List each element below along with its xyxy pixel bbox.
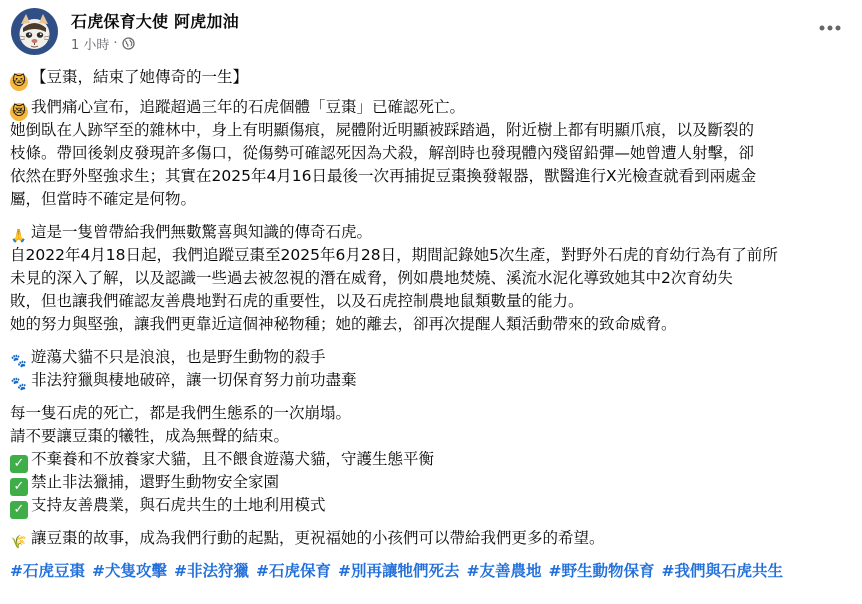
post-title: 【豆棗，結束了她傳奇的一生】 bbox=[31, 68, 249, 86]
paragraph-line: 枝條。帶回後剝皮發現許多傷口，從傷勢可確認死因為犬殺，解剖時也發現體內殘留鉛彈—她曾遭人射擊，卻 bbox=[10, 144, 755, 162]
list-item-text: 支持友善農業，與石虎共生的土地利用模式 bbox=[31, 496, 326, 514]
paragraph-line bbox=[10, 221, 852, 244]
hashtag-link[interactable]: #友善農地 bbox=[466, 562, 542, 580]
post-title-line bbox=[10, 66, 852, 89]
post-author-name[interactable]: 石虎保育大使 阿虎加油 bbox=[71, 12, 239, 31]
paragraph-line: 請不要讓豆棗的犧牲，成為無聲的結束。 bbox=[10, 427, 290, 445]
folded-hands-icon: 🙏 bbox=[10, 229, 28, 244]
list-item-text: 禁止非法獵捕，還野生動物安全家園 bbox=[31, 473, 280, 491]
check-mark-icon: ✓ bbox=[10, 478, 28, 496]
check-mark-icon: ✓ bbox=[10, 455, 28, 473]
list-item-text: 非法狩獵與棲地破碎，讓一切保育努力前功盡棄 bbox=[31, 371, 357, 389]
globe-icon bbox=[122, 37, 135, 50]
paragraph-line: 她的努力與堅強，讓我們更靠近這個神秘物種；她的離去，卻再次提醒人類活動帶來的致命威脅。 bbox=[10, 315, 677, 333]
hashtag-link[interactable]: #石虎保育 bbox=[256, 562, 331, 580]
hashtag-row bbox=[10, 560, 852, 583]
paragraph-text: 我們痛心宣布，追蹤超過三年的石虎個體「豆棗」已確認死亡。 bbox=[31, 98, 466, 116]
list-item-text: 遊蕩犬貓不只是浪浪，也是野生動物的殺手 bbox=[31, 348, 326, 366]
list-item bbox=[10, 471, 852, 494]
paragraph-line: 她倒臥在人跡罕至的雜林中，身上有明顯傷痕，屍體附近明顯被踩踏過，附近樹上都有明顯爪痕，以及斷裂的 bbox=[10, 121, 755, 139]
list-item bbox=[10, 346, 852, 369]
hashtag-link[interactable]: #別再讓牠們死去 bbox=[338, 562, 460, 580]
list-item bbox=[10, 448, 852, 471]
hashtag-link[interactable]: #我們與石虎共生 bbox=[661, 562, 783, 580]
paragraph-line: 敗，但也讓我們確認友善農地對石虎的重要性，以及石虎控制農地鼠類數量的能力。 bbox=[10, 292, 584, 310]
hashtag-link[interactable]: #犬隻攻擊 bbox=[92, 562, 167, 580]
more-options-button[interactable] bbox=[812, 14, 848, 42]
meta-separator: · bbox=[113, 35, 118, 51]
post-header bbox=[0, 0, 862, 62]
paw-prints-icon: 🐾 bbox=[10, 354, 28, 369]
sprout-icon: 🌾 bbox=[10, 535, 28, 550]
paragraph-line: 每一隻石虎的死亡，都是我們生態系的一次崩塌。 bbox=[10, 404, 352, 422]
crying-cat-icon: 😿 bbox=[10, 103, 28, 121]
list-item-text: 不棄養和不放養家犬貓，且不餵食遊蕩犬貓，守護生態平衡 bbox=[31, 450, 435, 468]
hashtag-link[interactable]: #石虎豆棗 bbox=[10, 562, 85, 580]
check-mark-icon: ✓ bbox=[10, 501, 28, 519]
paragraph-line bbox=[10, 527, 852, 550]
post-body bbox=[10, 66, 852, 583]
post-timestamp[interactable]: 1 小時 bbox=[71, 37, 110, 53]
post-meta bbox=[71, 34, 135, 52]
paragraph-text: 這是一隻曾帶給我們無數驚喜與知識的傳奇石虎。 bbox=[31, 223, 373, 241]
paragraph-line: 依然在野外堅強求生；其實在2025年4月16日最後一次再捕捉豆棗換發報器，獸醫進行X光檢查就看到兩處金 bbox=[10, 167, 757, 185]
paragraph-text: 讓豆棗的故事，成為我們行動的起點，更祝福她的小孩們可以帶給我們更多的希望。 bbox=[31, 529, 605, 547]
cat-face-icon: 🐱 bbox=[10, 73, 28, 91]
avatar-image bbox=[11, 8, 58, 55]
paw-prints-icon: 🐾 bbox=[10, 377, 28, 392]
list-item bbox=[10, 494, 852, 517]
paragraph-line: 自2022年4月18日起，我們追蹤豆棗至2025年6月28日，期間記錄她5次生產，對野外石虎的育幼行為有了前所 bbox=[10, 246, 778, 264]
hashtag-link[interactable]: #野生動物保育 bbox=[548, 562, 655, 580]
paragraph-line: 未見的深入了解，以及認識一些過去被忽視的潛在威脅，例如農地焚燒、溪流水泥化導致她其中2次育幼失 bbox=[10, 269, 733, 287]
avatar[interactable] bbox=[11, 8, 58, 55]
hashtag-link[interactable]: #非法狩獵 bbox=[174, 562, 249, 580]
paragraph-line: 屬，但當時不確定是何物。 bbox=[10, 190, 197, 208]
more-options-icon bbox=[819, 25, 841, 31]
list-item bbox=[10, 369, 852, 392]
paragraph-line bbox=[10, 96, 852, 119]
